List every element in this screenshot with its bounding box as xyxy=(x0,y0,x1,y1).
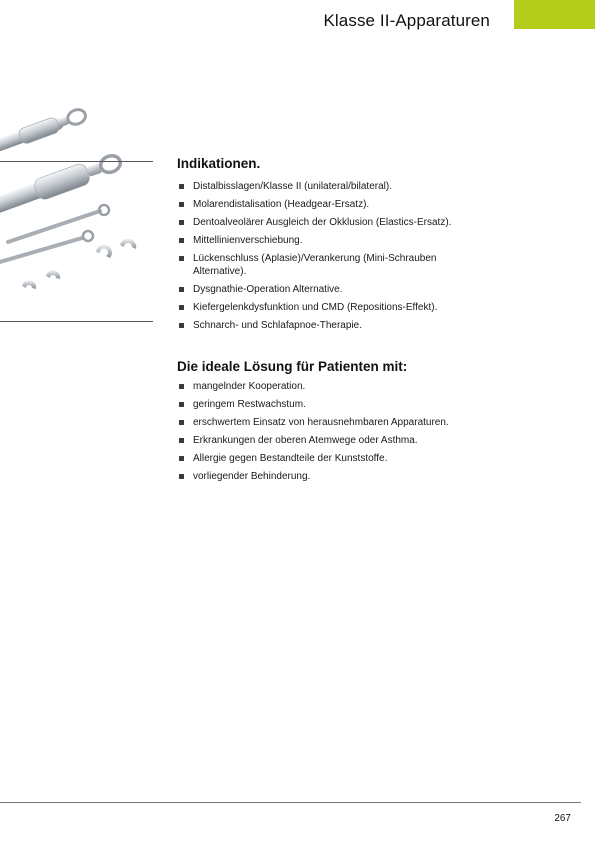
bullet-icon xyxy=(179,420,184,425)
header-accent-block xyxy=(514,0,595,29)
indications-list xyxy=(178,180,478,337)
image-bottom-rule xyxy=(0,321,153,322)
footer-rule xyxy=(0,802,581,803)
list-item: vorliegender Behinderung. xyxy=(178,470,478,483)
list-item: Kiefergelenkdysfunktion und CMD (Repositions-Effekt). xyxy=(178,301,478,314)
bullet-icon xyxy=(179,438,184,443)
list-item: Dentoalveolärer Ausgleich der Okklusion (Elastics-Ersatz). xyxy=(178,216,478,229)
patients-list xyxy=(178,380,478,488)
bullet-icon xyxy=(179,238,184,243)
bullet-icon xyxy=(179,305,184,310)
bullet-icon xyxy=(179,323,184,328)
bullet-icon xyxy=(179,402,184,407)
list-item: Erkrankungen der oberen Atemwege oder Asthma. xyxy=(178,434,478,447)
page-header-title: Klasse II-Apparaturen xyxy=(323,11,490,30)
list-item: Distalbisslagen/Klasse II (unilateral/bilateral). xyxy=(178,180,478,193)
list-item: Mittellinienverschiebung. xyxy=(178,234,478,247)
list-item: Dysgnathie-Operation Alternative. xyxy=(178,283,478,296)
bullet-icon xyxy=(179,256,184,261)
patients-heading: Die ideale Lösung für Patienten mit: xyxy=(177,359,408,374)
list-item: geringem Restwachstum. xyxy=(178,398,478,411)
list-item: Lückenschluss (Aplasie)/Verankerung (Mini-Schrauben Alternative). xyxy=(178,252,473,278)
list-item: Allergie gegen Bestandteile der Kunststoffe. xyxy=(178,452,478,465)
image-top-rule xyxy=(0,161,153,162)
bullet-icon xyxy=(179,202,184,207)
list-item: erschwertem Einsatz von herausnehmbaren Apparaturen. xyxy=(178,416,478,429)
list-item: mangelnder Kooperation. xyxy=(178,380,478,393)
page-number: 267 xyxy=(554,813,571,824)
bullet-icon xyxy=(179,287,184,292)
list-item: Schnarch- und Schlafapnoe-Therapie. xyxy=(178,319,478,332)
bullet-icon xyxy=(179,474,184,479)
bullet-icon xyxy=(179,184,184,189)
bullet-icon xyxy=(179,456,184,461)
indications-heading: Indikationen. xyxy=(177,156,261,171)
list-item: Molarendistalisation (Headgear-Ersatz). xyxy=(178,198,478,211)
product-image xyxy=(0,90,160,305)
bullet-icon xyxy=(179,220,184,225)
bullet-icon xyxy=(179,384,184,389)
